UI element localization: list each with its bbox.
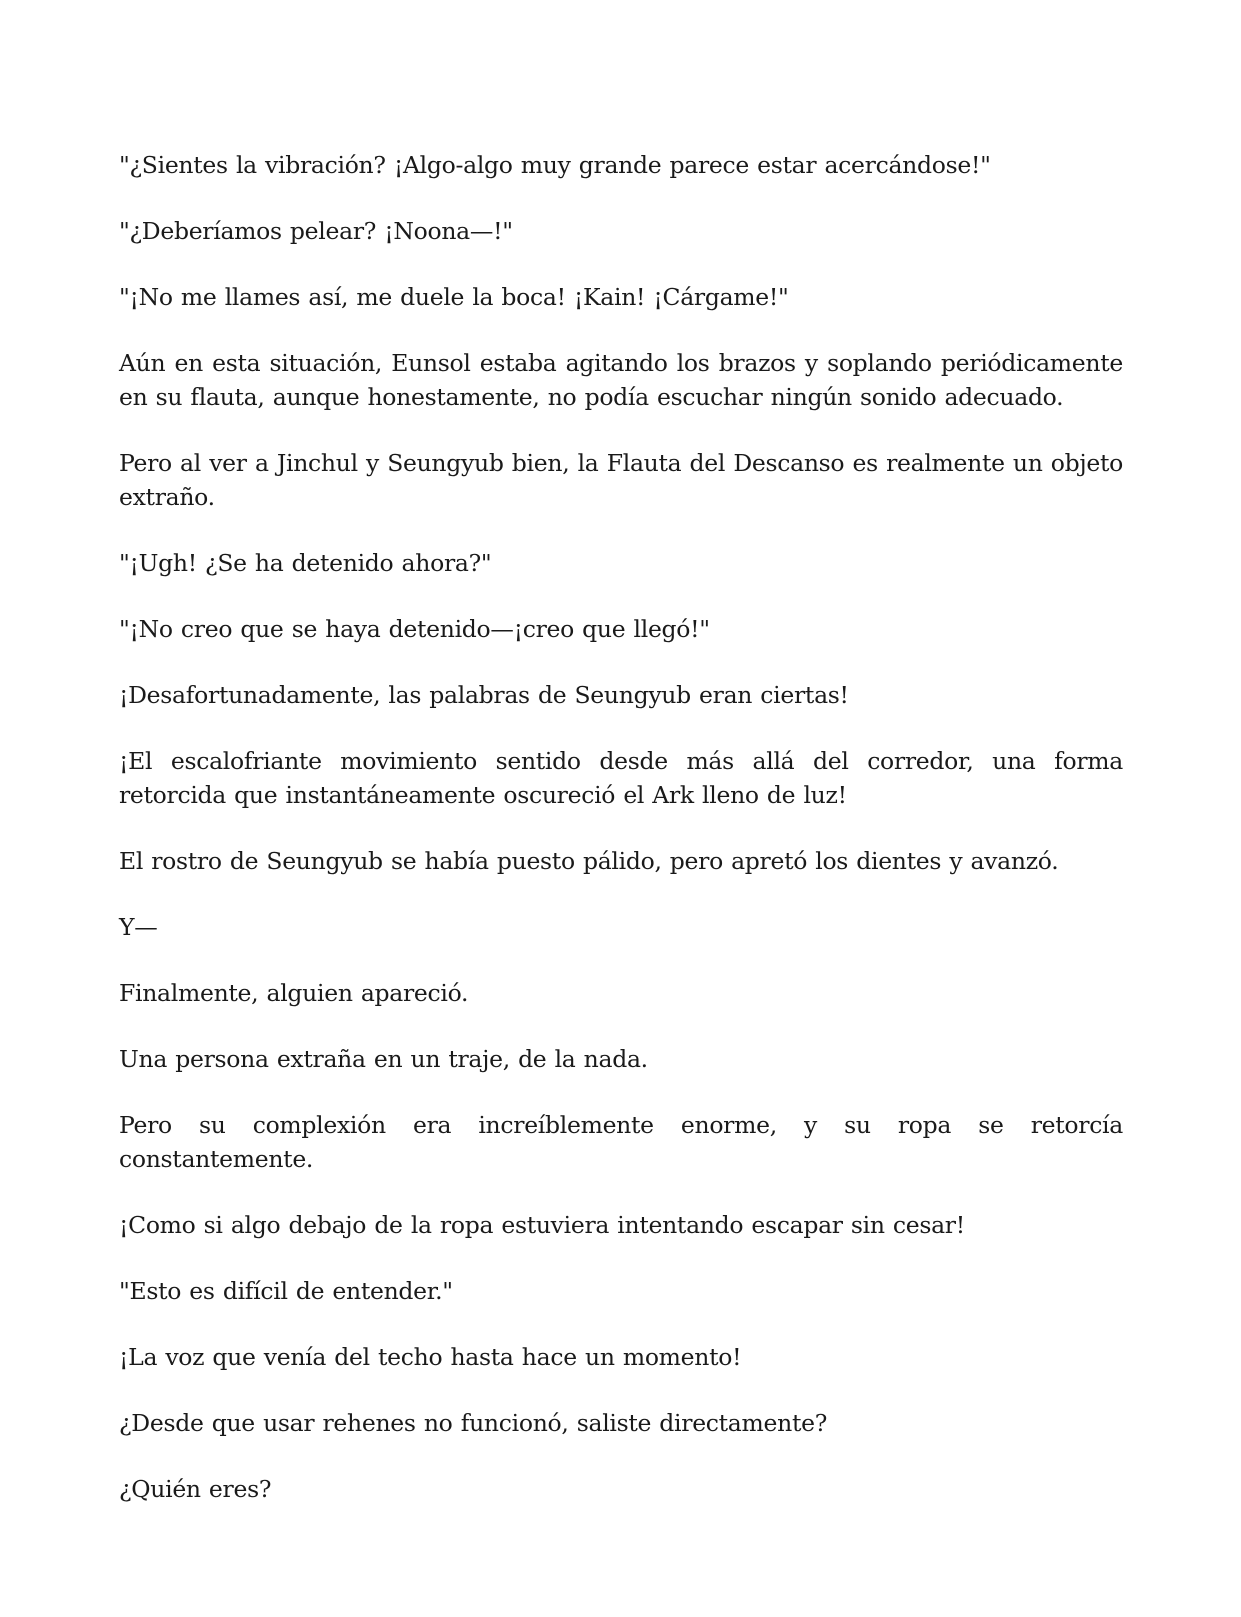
paragraph: ¡El escalofriante movimiento sentido desde más allá del corredor, una forma retorcida que instantáneamente oscureció el Ark lleno de luz!	[119, 747, 1123, 809]
paragraph: "¿Deberíamos pelear? ¡Noona—!"	[119, 217, 513, 245]
paragraph: ¡Como si algo debajo de la ropa estuviera intentando escapar sin cesar!	[119, 1211, 965, 1239]
paragraph: "Esto es difícil de entender."	[119, 1277, 453, 1305]
paragraph: "¡Ugh! ¿Se ha detenido ahora?"	[119, 549, 492, 577]
document-body	[119, 148, 1123, 1538]
paragraph: ¿Desde que usar rehenes no funcionó, saliste directamente?	[119, 1409, 827, 1437]
paragraph: Pero su complexión era increíblemente enorme, y su ropa se retorcía constantemente.	[119, 1111, 1123, 1173]
paragraph: El rostro de Seungyub se había puesto pálido, pero apretó los dientes y avanzó.	[119, 847, 1059, 875]
paragraph: Finalmente, alguien apareció.	[119, 979, 469, 1007]
paragraph: ¿Quién eres?	[119, 1475, 272, 1503]
paragraph: "¡No me llames así, me duele la boca! ¡Kain! ¡Cárgame!"	[119, 283, 789, 311]
paragraph: ¡La voz que venía del techo hasta hace un momento!	[119, 1343, 742, 1371]
paragraph: Aún en esta situación, Eunsol estaba agitando los brazos y soplando periódicamente en su flauta, aunque honestamente, no podía escuchar ningún sonido adecuado.	[119, 349, 1123, 411]
paragraph: ¡Desafortunadamente, las palabras de Seungyub eran ciertas!	[119, 681, 849, 709]
paragraph: Y—	[119, 913, 158, 941]
paragraph: Una persona extraña en un traje, de la nada.	[119, 1045, 648, 1073]
paragraph: Pero al ver a Jinchul y Seungyub bien, la Flauta del Descanso es realmente un objeto extraño.	[119, 449, 1123, 511]
paragraph: "¿Sientes la vibración? ¡Algo-algo muy grande parece estar acercándose!"	[119, 151, 991, 179]
paragraph: "¡No creo que se haya detenido—¡creo que llegó!"	[119, 615, 710, 643]
